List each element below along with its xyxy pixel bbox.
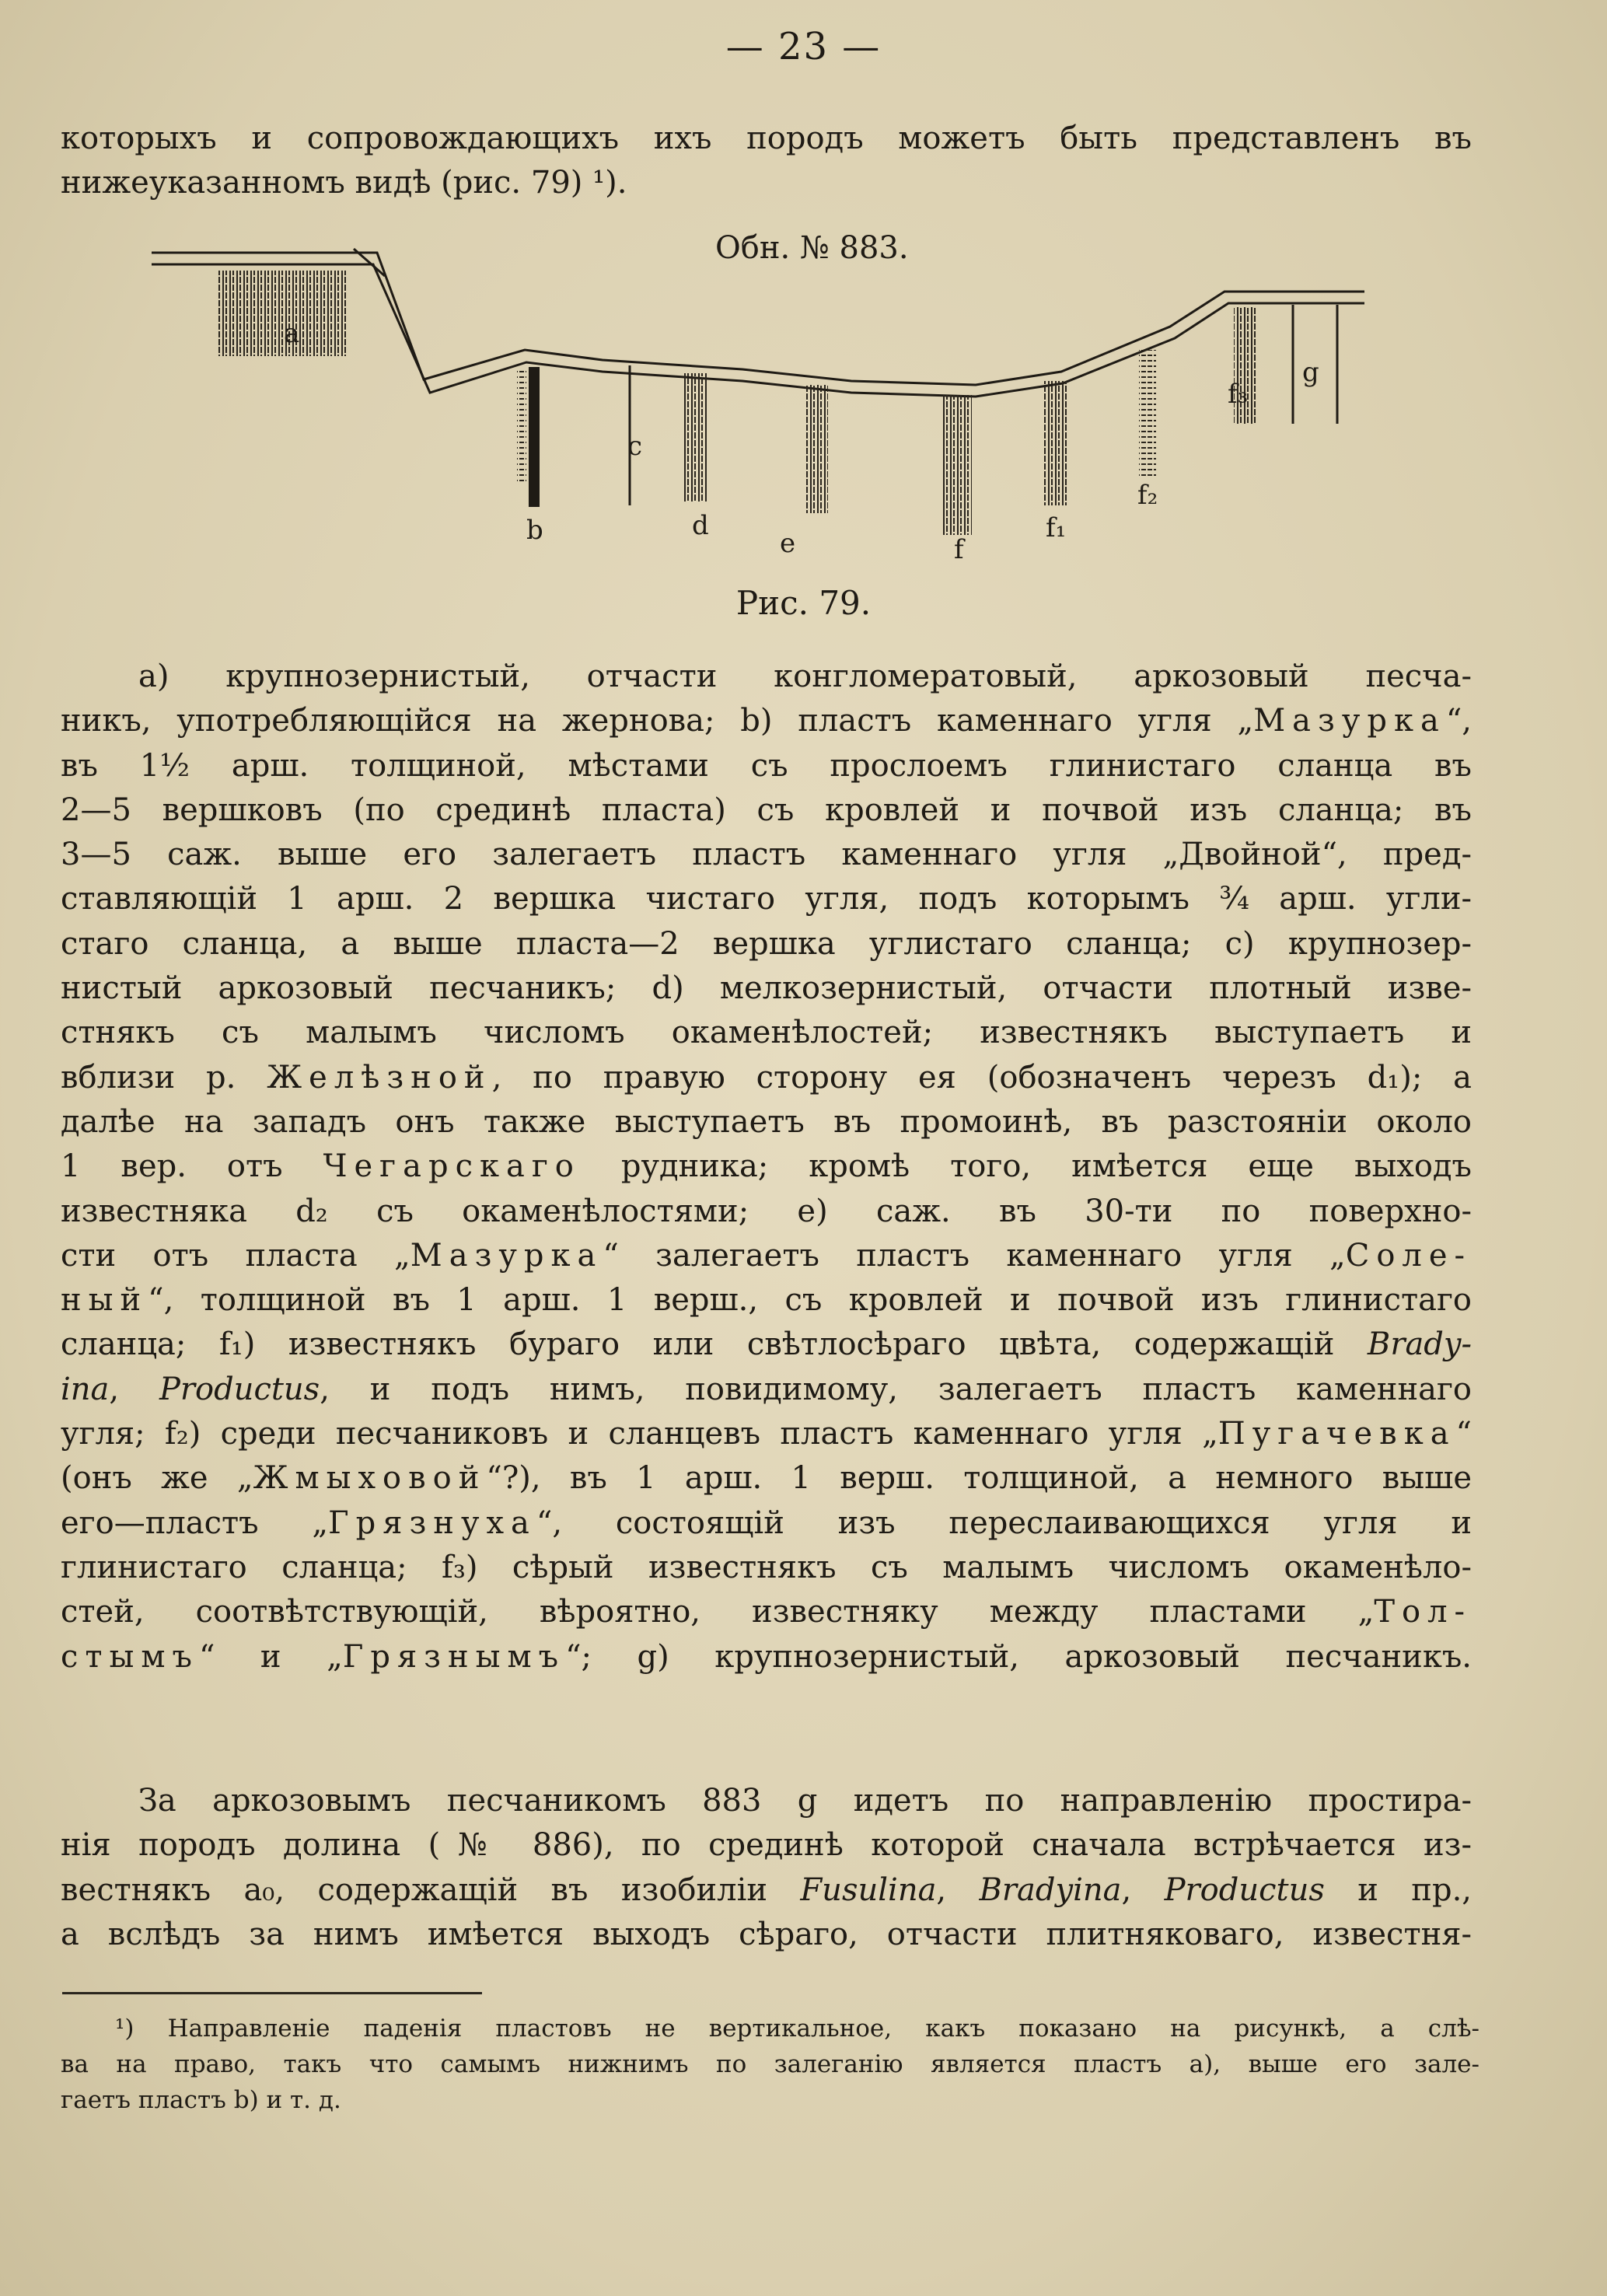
text-line: вблизи р. Желѣзной, по правую сторону ея (обозначенъ черезъ d₁); а xyxy=(61,1059,1473,1096)
layer-d xyxy=(684,373,707,501)
text-line: сти отъ пласта „Мазурка“ залегаетъ пластъ каменнаго угля „Соле- xyxy=(61,1237,1473,1274)
text-line: никъ, употребляющійся на жернова; b) пластъ каменнаго угля „Мазурка“, xyxy=(61,703,1472,739)
text-line: угля; f₂) среди песчаниковъ и сланцевъ пластъ каменнаго угля „Пугачевка“ xyxy=(61,1416,1472,1452)
footnote-line: гаетъ пластъ b) и т. д. xyxy=(61,2086,341,2114)
label-f3: f₃ xyxy=(1228,379,1249,410)
label-c: c xyxy=(627,431,643,462)
text-line: ina, Productus, и подъ нимъ, повидимому, залегаетъ пластъ каменнаго xyxy=(61,1371,1473,1407)
label-f: f xyxy=(954,534,964,565)
figure-top-caption: Обн. № 883. xyxy=(715,230,909,266)
text-line: нистый аркозовый песчаникъ; d) мелкозернистый, отчасти плотный изве- xyxy=(61,970,1472,1007)
layer-f xyxy=(941,395,972,535)
intro-paragraph xyxy=(61,117,1472,206)
label-b: b xyxy=(526,515,543,546)
footnote-rule xyxy=(62,1992,482,1994)
text-line: нія породъ долина (№ 886), по срединѣ которой сначала встрѣчается из- xyxy=(61,1827,1472,1864)
label-f2: f₂ xyxy=(1137,480,1158,511)
text-line: ставляющій 1 арш. 2 вершка чистаго угля, подъ которымъ ¾ арш. угли- xyxy=(61,881,1472,917)
paragraph-valley xyxy=(61,1779,1472,1957)
footnote xyxy=(61,2011,1479,2118)
layer-b xyxy=(529,367,540,507)
paragraph-layers xyxy=(61,655,1472,1679)
figure-caption: Рис. 79. xyxy=(735,584,872,622)
label-f1: f₁ xyxy=(1046,512,1067,543)
footnote-line: ¹) Направленіе паденія пластовъ не вертикальное, какъ показано на рисункѣ, а слѣ- xyxy=(115,2015,1479,2043)
text-line: далѣе на западъ онъ также выступаетъ въ промоинѣ, въ разстояніи около xyxy=(61,1103,1472,1140)
layer-a xyxy=(218,271,346,356)
text-line: 3—5 саж. выше его залегаетъ пластъ каменнаго угля „Двойной“, пред- xyxy=(61,837,1472,873)
text-line: вестнякъ a₀, содержащій въ изобиліи Fusulina, Bradyina, Productus и пр., xyxy=(61,1871,1472,1908)
label-d: d xyxy=(692,510,709,541)
layer-f1 xyxy=(1044,381,1067,505)
label-a: a xyxy=(284,318,300,349)
text-line: въ 1½ арш. толщиной, мѣстами съ прослоемъ глинистаго сланца въ xyxy=(61,747,1472,784)
text-line: 2—5 вершковъ (по срединѣ пласта) съ кровлей и почвой изъ сланца; въ xyxy=(61,792,1472,828)
text-line: известняка d₂ съ окаменѣлостями; е) саж. въ 30-ти по поверхно- xyxy=(61,1193,1472,1229)
label-e: e xyxy=(780,528,796,559)
layer-e xyxy=(805,385,828,513)
text-line: которыхъ и сопровождающихъ ихъ породъ можетъ быть представленъ въ xyxy=(61,121,1472,156)
text-line: а вслѣдъ за нимъ имѣется выходъ сѣраго, отчасти плитняковаго, известня- xyxy=(61,1916,1472,1952)
text-line: За аркозовымъ песчаникомъ 883 g идетъ по направленію простира- xyxy=(138,1783,1472,1819)
text-line: а) крупнозернистый, отчасти конгломератовый, аркозовый песча- xyxy=(138,659,1472,694)
page-number: — 23 — xyxy=(725,25,882,68)
label-g: g xyxy=(1302,357,1319,388)
text-line: нижеуказанномъ видѣ (рис. 79) ¹). xyxy=(61,165,627,201)
geological-section-figure xyxy=(152,233,1388,575)
text-line: 1 вер. отъ Чегарскаго рудника; кромѣ того, имѣется еще выходъ xyxy=(61,1148,1472,1185)
text-line: стаго сланца, а выше пласта—2 вершка углистаго сланца; с) крупнозер- xyxy=(61,925,1472,962)
text-line: стей, соотвѣтствующій, вѣроятно, известняку между пластами „Тол- xyxy=(61,1594,1472,1630)
text-line: глинистаго сланца; f₃) сѣрый известнякъ съ малымъ числомъ окаменѣло- xyxy=(61,1549,1472,1585)
text-line: стымъ“ и „Грязнымъ“; g) крупнозернистый, аркозовый песчаникъ. xyxy=(61,1638,1473,1675)
text-line: (онъ же „Жмыховой“?), въ 1 арш. 1 верш. толщиной, а немного выше xyxy=(61,1460,1472,1497)
text-line: ный“, толщиной въ 1 арш. 1 верш., съ кровлей и почвой изъ глинистаго xyxy=(61,1282,1472,1319)
layer-f2 xyxy=(1139,350,1156,478)
text-line: сланца; f₁) известнякъ бураго или свѣтлосѣраго цвѣта, содержащій Brady- xyxy=(61,1326,1473,1363)
text-line: стнякъ съ малымъ числомъ окаменѣлостей; известнякъ выступаетъ и xyxy=(61,1015,1472,1051)
text-line: его—пластъ „Грязнуха“, состоящій изъ переслаивающихся угля и xyxy=(61,1504,1472,1541)
footnote-line: ва на право, такъ что самымъ нижнимъ по залеганію является пластъ а), выше его зале- xyxy=(61,2050,1479,2078)
